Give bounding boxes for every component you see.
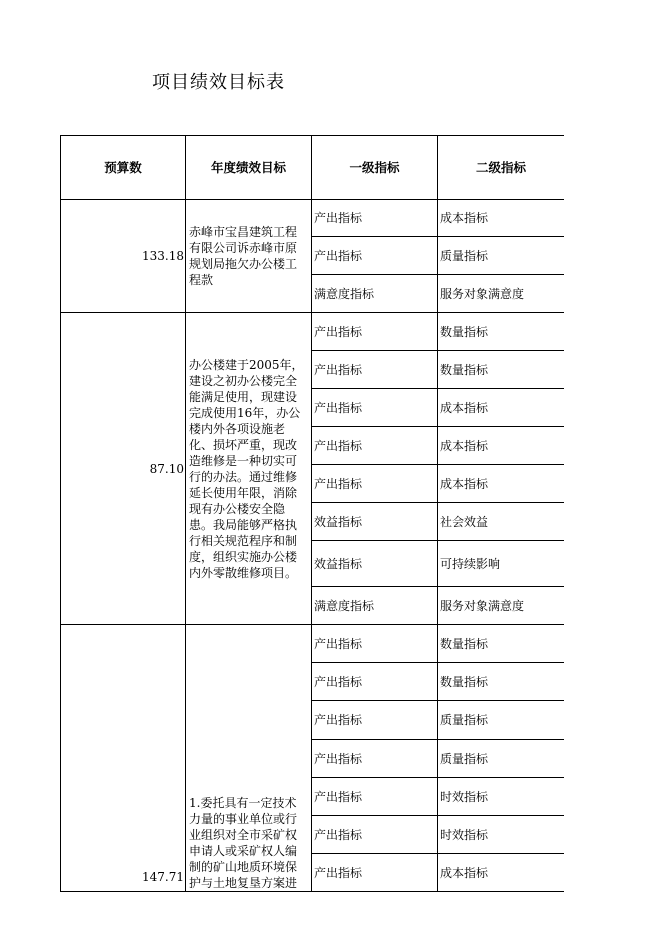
level2-indicator: 社会效益 xyxy=(438,503,565,541)
level1-indicator: 产出指标 xyxy=(312,200,438,237)
level1-indicator: 产出指标 xyxy=(312,427,438,465)
table-body xyxy=(61,200,565,892)
level1-indicator: 产出指标 xyxy=(312,237,438,275)
budget-amount: 133.18 xyxy=(61,200,186,313)
level1-indicator: 满意度指标 xyxy=(312,275,438,313)
level2-indicator: 质量指标 xyxy=(438,237,565,275)
level1-indicator: 产出指标 xyxy=(312,389,438,427)
level2-indicator: 数量指标 xyxy=(438,351,565,389)
level2-indicator: 服务对象满意度 xyxy=(438,587,565,625)
level1-indicator: 产出指标 xyxy=(312,351,438,389)
level2-indicator: 质量指标 xyxy=(438,701,565,740)
annual-goal: 赤峰市宝昌建筑工程有限公司诉赤峰市原规划局拖欠办公楼工程款 xyxy=(186,200,312,313)
level1-indicator: 产出指标 xyxy=(312,465,438,503)
budget-amount: 147.71 xyxy=(61,625,186,892)
performance-table-container xyxy=(60,135,564,894)
level2-indicator: 质量指标 xyxy=(438,740,565,778)
level1-indicator: 产出指标 xyxy=(312,740,438,778)
table-row xyxy=(61,625,565,663)
level2-indicator: 可持续影响 xyxy=(438,541,565,587)
level2-indicator: 成本指标 xyxy=(438,389,565,427)
level1-indicator: 满意度指标 xyxy=(312,587,438,625)
level2-indicator: 时效指标 xyxy=(438,778,565,816)
budget-amount: 87.10 xyxy=(61,313,186,625)
header-budget: 预算数 xyxy=(61,136,186,200)
table-row xyxy=(61,313,565,351)
header-level1: 一级指标 xyxy=(312,136,438,200)
level2-indicator: 数量指标 xyxy=(438,313,565,351)
annual-goal: 办公楼建于2005年，建设之初办公楼完全能满足使用，现建设完成使用16年，办公楼内外各项设施老化、损坏严重，现改造维修是一种切实可行的办法。通过维修延长使用年限，消除现有办公楼安全隐患。我局能够严格执行相关规范程序和制度，组织实施办公楼内外零散维修项目。 xyxy=(186,313,312,625)
level1-indicator: 效益指标 xyxy=(312,503,438,541)
level2-indicator: 成本指标 xyxy=(438,427,565,465)
level1-indicator: 产出指标 xyxy=(312,313,438,351)
page-title: 项目绩效目标表 xyxy=(152,72,285,93)
table-row xyxy=(61,200,565,237)
header-goal: 年度绩效目标 xyxy=(186,136,312,200)
performance-table xyxy=(60,135,564,892)
level1-indicator: 产出指标 xyxy=(312,625,438,663)
level1-indicator: 产出指标 xyxy=(312,854,438,892)
level2-indicator: 成本指标 xyxy=(438,465,565,503)
header-level2: 二级指标 xyxy=(438,136,565,200)
level1-indicator: 产出指标 xyxy=(312,663,438,701)
level1-indicator: 效益指标 xyxy=(312,541,438,587)
header-row xyxy=(61,136,565,200)
level1-indicator: 产出指标 xyxy=(312,816,438,854)
level2-indicator: 数量指标 xyxy=(438,625,565,663)
level2-indicator: 时效指标 xyxy=(438,816,565,854)
level1-indicator: 产出指标 xyxy=(312,778,438,816)
level2-indicator: 数量指标 xyxy=(438,663,565,701)
level2-indicator: 成本指标 xyxy=(438,200,565,237)
level1-indicator: 产出指标 xyxy=(312,701,438,740)
level2-indicator: 成本指标 xyxy=(438,854,565,892)
annual-goal: 1.委托具有一定技术力量的事业单位或行业组织对全市采矿权申请人或采矿权人编制的矿山地质环境保护与土地复垦方案进 xyxy=(186,625,312,892)
level2-indicator: 服务对象满意度 xyxy=(438,275,565,313)
